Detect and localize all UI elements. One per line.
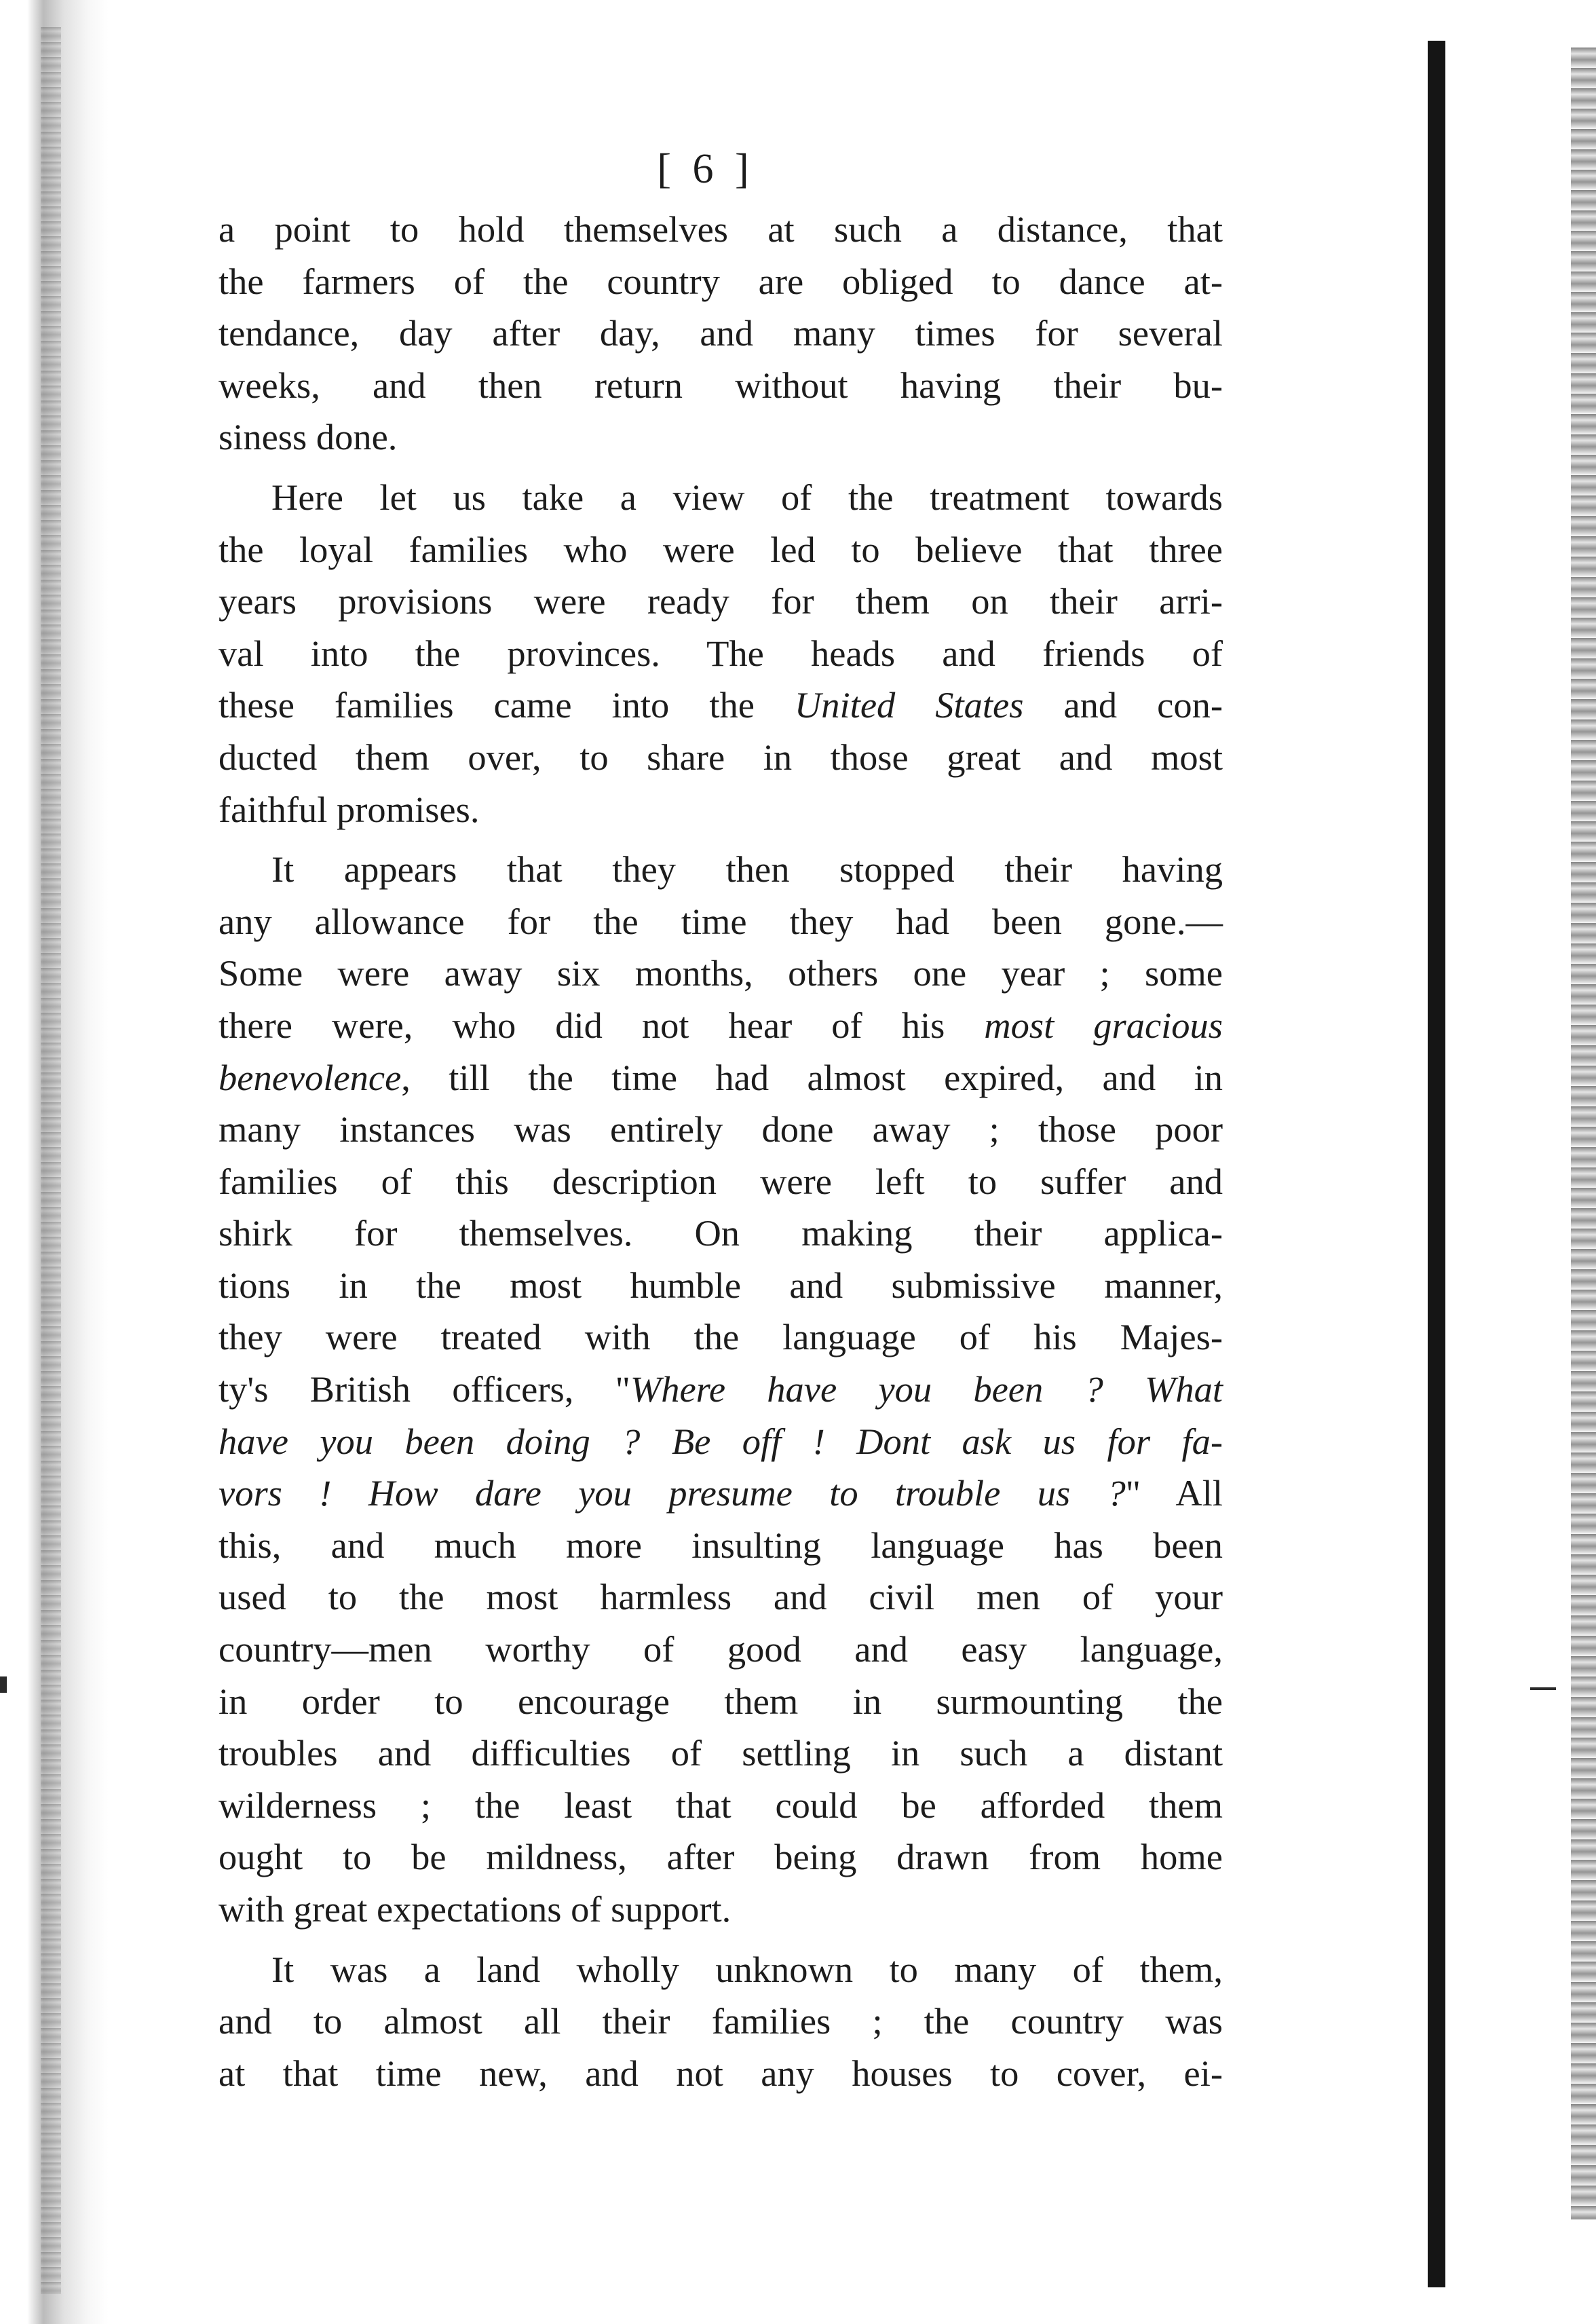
body-text	[218, 204, 1223, 2099]
text-line: a point to hold themselves at such a distance, that	[218, 208, 1223, 250]
scan-mark-left	[0, 1676, 7, 1693]
paragraph-3	[218, 844, 1223, 1935]
text-line: wilderness ; the least that could be afforded them	[218, 1784, 1223, 1826]
adjacent-page-margin	[1445, 48, 1568, 2287]
text-line: and to almost all their families ; the country was	[218, 2000, 1223, 2042]
text-line: the loyal families who were led to believe that three	[218, 528, 1223, 570]
text-line: years provisions were ready for them on their arri-	[218, 580, 1223, 622]
text-line: ducted them over, to share in those great and most	[218, 736, 1223, 778]
text-line	[218, 1052, 1223, 1104]
text-line	[218, 1364, 1223, 1416]
text-line: shirk for themselves. On making their applica-	[218, 1212, 1223, 1254]
text-line: any allowance for the time they had been gone.—	[218, 900, 1223, 942]
text-line: tions in the most humble and submissive manner,	[218, 1264, 1223, 1306]
binding-gutter-shadow	[27, 0, 109, 2324]
paragraph-2	[218, 472, 1223, 836]
text-line: this, and much more insulting language has been	[218, 1524, 1223, 1566]
page-number: [ 6 ]	[657, 146, 755, 192]
text-line: ought to be mildness, after being drawn from home	[218, 1836, 1223, 1878]
text-line: families of this description were left to suffer and	[218, 1160, 1223, 1202]
text-line: country—men worthy of good and easy language,	[218, 1628, 1223, 1670]
italic-text: benevolence	[218, 1056, 402, 1098]
page-edge-border	[1428, 41, 1445, 2287]
text-line: the farmers of the country are obliged to dance at-	[218, 260, 1223, 302]
text-line: have you been doing ? Be off ! Dont ask us for fa-	[218, 1420, 1223, 1462]
text-line	[218, 679, 1223, 732]
italic-text: most gracious	[984, 1004, 1223, 1046]
italic-text: Where have you been ? What	[630, 1368, 1223, 1410]
text-run: and con-	[1023, 684, 1223, 726]
text-line: troubles and difficulties of settling in such a distant	[218, 1732, 1223, 1774]
text-line: at that time new, and not any houses to cover, ei-	[218, 2052, 1223, 2094]
text-line: It appears that they then stopped their having	[271, 848, 1223, 891]
adjacent-page-edge	[1571, 48, 1596, 2219]
italic-text: United States	[794, 684, 1024, 726]
text-line: It was a land wholly unknown to many of them,	[271, 1948, 1223, 1990]
text-line: weeks, and then return without having their bu-	[218, 364, 1223, 406]
text-line: used to the most harmless and civil men of your	[218, 1576, 1223, 1618]
text-line: with great expectations of support.	[218, 1888, 732, 1930]
text-line: Some were away six months, others one year ; some	[218, 952, 1223, 994]
scan-mark-right	[1530, 1687, 1556, 1690]
text-line: siness done.	[218, 416, 398, 458]
text-line: tendance, day after day, and many times for several	[218, 312, 1223, 354]
text-line: faithful promises.	[218, 788, 480, 830]
text-run: " All	[1125, 1472, 1223, 1514]
text-run: , till the time had almost expired, and in	[401, 1056, 1223, 1098]
text-line	[218, 1000, 1223, 1052]
text-line: many instances was entirely done away ; those poor	[218, 1108, 1223, 1150]
gutter-scan-noise	[41, 27, 61, 2294]
paragraph-4	[218, 1944, 1223, 2100]
text-line: in order to encourage them in surmounting the	[218, 1680, 1223, 1722]
text-line: val into the provinces. The heads and friends of	[218, 632, 1223, 674]
text-line	[218, 1467, 1223, 1520]
text-line: they were treated with the language of his Majes-	[218, 1316, 1223, 1358]
text-run: ty's British officers, "	[218, 1368, 630, 1410]
text-line: Here let us take a view of the treatment towards	[271, 476, 1223, 518]
text-run: these families came into the	[218, 684, 795, 726]
italic-text: vors ! How dare you presume to trouble us ?	[218, 1472, 1126, 1514]
paragraph-1	[218, 204, 1223, 464]
text-run: there were, who did not hear of his	[218, 1004, 985, 1046]
